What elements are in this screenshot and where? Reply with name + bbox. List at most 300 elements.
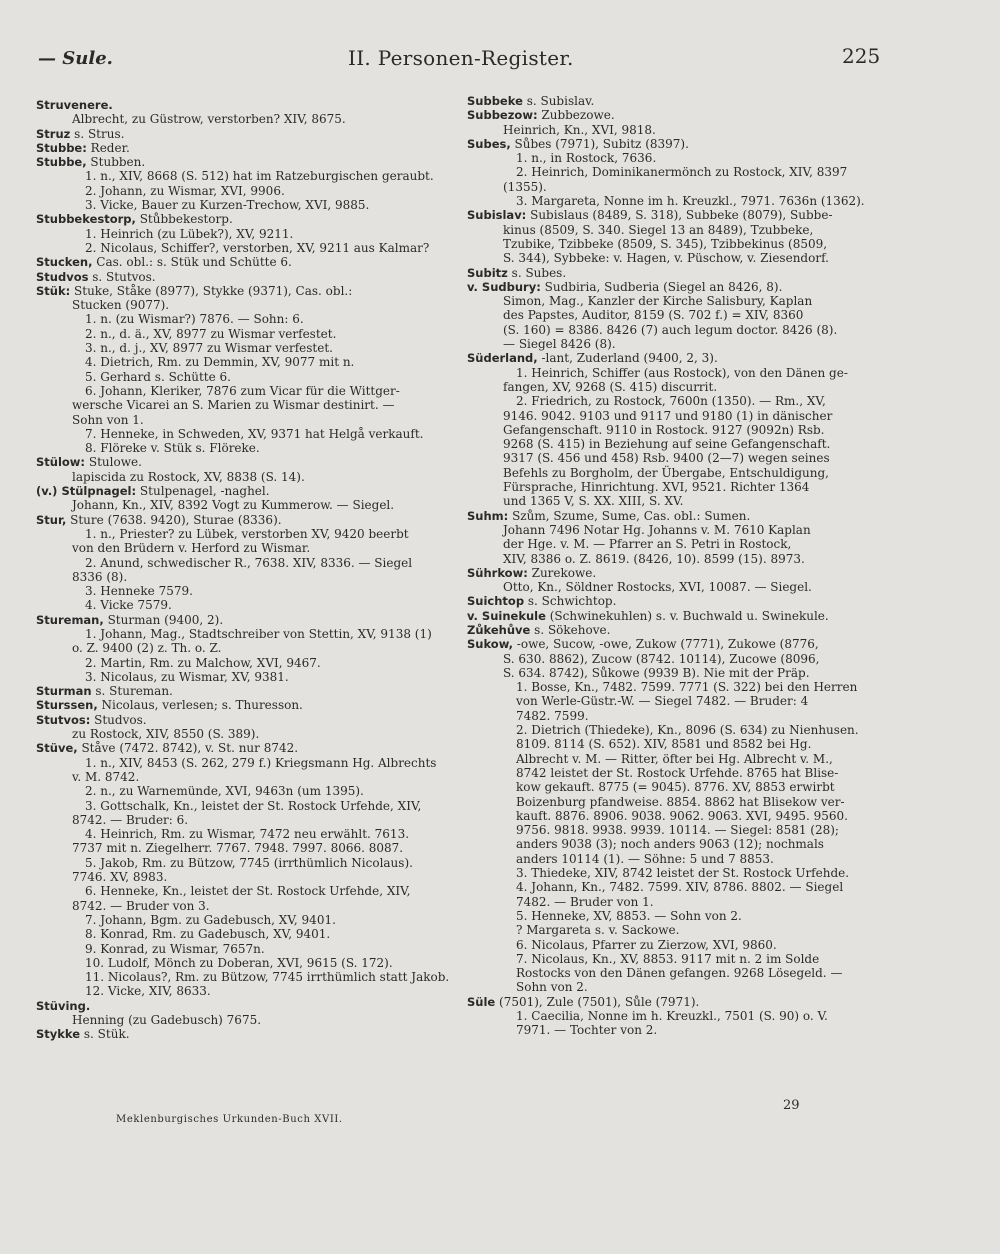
entry-text: wersche Vicarei an S. Marien zu Wismar destinirt. — (72, 398, 395, 413)
entry-line (36, 627, 456, 641)
entry-text: 7971. — Tochter von 2. (516, 1023, 658, 1038)
entry-line (467, 652, 907, 666)
entry-text: 8742 leistet der St. Rostock Urfehde. 8765 hat Blise- (516, 765, 839, 780)
entry-line (36, 713, 456, 727)
entry-line (467, 466, 907, 480)
entry-line (36, 427, 456, 441)
entry-line (36, 441, 456, 455)
entry-line (36, 255, 456, 269)
entry-text: Johann, Kn., XIV, 8392 Vogt zu Kummerow. — Siegel. (72, 498, 395, 513)
entry-line (36, 298, 456, 312)
entry-text: Stubben. (86, 155, 146, 170)
entry-text: 4. Vicke 7579. (85, 598, 172, 613)
entry-line (467, 966, 907, 980)
entry-line (467, 666, 907, 680)
entry-headword: Zůkehůve (467, 622, 531, 637)
entry-line (467, 723, 907, 737)
entry-line (467, 952, 907, 966)
entry-text: Heinrich, Kn., XVI, 9818. (503, 122, 656, 137)
entry-text: 1. Johann, Mag., Stadtschreiber von Stettin, XV, 9138 (1) (85, 626, 432, 641)
entry-line (36, 884, 456, 898)
entry-text: Albrecht v. M. — Ritter, öfter bei Hg. Albrecht v. M., (516, 751, 833, 766)
entry-line (467, 151, 907, 165)
entry-text: Reder. (86, 140, 130, 155)
entry-text: Sture (7638. 9420), Sturae (8336). (66, 512, 282, 527)
entry-text: Johann 7496 Notar Hg. Johanns v. M. 7610 Kaplan (503, 522, 811, 537)
entry-line (467, 1023, 907, 1037)
entry-line (467, 94, 907, 108)
entry-line (36, 241, 456, 255)
entry-text: 1. n., Priester? zu Lübek, verstorben XV, 9420 beerbt (85, 526, 409, 541)
entry-text: 1. Caecilia, Nonne im h. Kreuzkl., 7501 (S. 90) o. V. (516, 1009, 828, 1023)
entry-text: 6. Henneke, Kn., leistet der St. Rostock Urfehde, XIV, (85, 884, 411, 899)
entry-text: 8109. 8114 (S. 652). XIV, 8581 und 8582 bei Hg. (516, 737, 812, 752)
entry-text: 2. Anund, schwedischer R., 7638. XIV, 8336. — Siegel (85, 555, 413, 570)
entry-text: o. Z. 9400 (2) z. Th. o. Z. (72, 641, 222, 656)
entry-text: 2. Heinrich, Dominikanermönch zu Rostock, XIV, 8397 (516, 165, 848, 180)
entry-line (467, 223, 907, 237)
entry-text: Cas. obl.: s. Stük und Schütte 6. (92, 255, 292, 270)
entry-line (36, 613, 456, 627)
entry-headword: Studvos (36, 269, 89, 284)
entry-text: Subislaus (8489, S. 318), Subbeke (8079), Subbe- (526, 208, 833, 223)
entry-text: 3. Thiedeke, XIV, 8742 leistet der St. Rostock Urfehde. (516, 866, 850, 881)
entry-line (467, 108, 907, 122)
entry-headword: Sturman (36, 684, 92, 699)
entry-text: zu Rostock, XIV, 8550 (S. 389). (72, 727, 260, 742)
entry-text: 7737 mit n. Ziegelherr. 7767. 7948. 7997. 8066. 8087. (72, 841, 404, 856)
entry-text: 8. Konrad, Rm. zu Gadebusch, XV, 9401. (85, 927, 331, 942)
entry-text: 1. Heinrich, Schiffer (aus Rostock), von den Dänen ge- (516, 365, 848, 380)
entry-headword: Sturssen, (36, 698, 98, 713)
entry-text: Sturman (9400, 2). (103, 612, 224, 627)
entry-line (467, 680, 907, 694)
entry-line (467, 351, 907, 365)
entry-text: 9. Konrad, zu Wismar, 7657n. (85, 941, 265, 956)
entry-line (36, 756, 456, 770)
entry-text: Sůbes (7971), Subitz (8397). (510, 136, 689, 151)
entry-text: 1. n., in Rostock, 7636. (516, 151, 657, 166)
entry-line (36, 484, 456, 498)
entry-line (467, 637, 907, 651)
entry-text: 1. Heinrich (zu Lübek?), XV, 9211. (85, 226, 294, 241)
entry-text: (7501), Zule (7501), Sůle (7971). (495, 994, 700, 1009)
entry-text: Stůbbekestorp. (135, 212, 233, 227)
entry-text: Otto, Kn., Söldner Rostocks, XVI, 10087. — Siegel. (503, 580, 812, 595)
entry-line (36, 670, 456, 684)
entry-line (36, 212, 456, 226)
entry-text: 3. Nicolaus, zu Wismar, XV, 9381. (85, 669, 289, 684)
entry-text: Sohn von 2. (516, 980, 588, 995)
entry-text: 9268 (S. 415) in Beziehung auf seine Gefangenschaft. (503, 437, 831, 452)
entry-line (36, 169, 456, 183)
entry-text: 11. Nicolaus?, Rm. zu Bützow, 7745 irrthümlich statt Jakob. (85, 970, 450, 985)
entry-line (36, 498, 456, 512)
entry-headword: Subes, (467, 136, 511, 151)
entry-text: 2. n., zu Warnemünde, XVI, 9463n (um 1395). (85, 784, 364, 799)
entry-text: 5. Henneke, XV, 8853. — Sohn von 2. (516, 908, 742, 923)
entry-line (36, 856, 456, 870)
entry-line (467, 237, 907, 251)
entry-text: S. 634. 8742), Sůkowe (9939 B). Nie mit der Präp. (503, 665, 810, 680)
entry-line (36, 984, 456, 998)
entry-line (36, 127, 456, 141)
entry-text: 7. Johann, Bgm. zu Gadebusch, XV, 9401. (85, 912, 336, 927)
entry-headword: Stük: (36, 283, 71, 298)
entry-headword: Stykke (36, 1027, 81, 1042)
entry-text: 5. Gerhard s. Schütte 6. (85, 369, 231, 384)
entry-headword: Stucken, (36, 255, 93, 270)
entry-line (467, 837, 907, 851)
entry-line (467, 480, 907, 494)
entry-line (467, 537, 907, 551)
entry-line (36, 155, 456, 169)
entry-line (467, 208, 907, 222)
running-head-left: — Sule. (38, 48, 113, 69)
entry-line (36, 341, 456, 355)
entry-headword: Süderland, (467, 351, 538, 366)
entry-line (36, 727, 456, 741)
entry-line (467, 780, 907, 794)
entry-headword: (v.) Stülpnagel: (36, 484, 137, 499)
entry-text: (Schwinekuhlen) s. v. Buchwald u. Swinekule. (545, 608, 829, 623)
entry-line (467, 980, 907, 994)
entry-text: Zubbezowe. (537, 108, 615, 123)
entry-line (36, 942, 456, 956)
entry-text: s. Sökehove. (530, 622, 611, 637)
entry-line (36, 413, 456, 427)
entry-line (36, 956, 456, 970)
entry-line (36, 184, 456, 198)
entry-text: und 1365 V, S. XX. XIII, S. XV. (503, 494, 684, 509)
entry-line (36, 870, 456, 884)
entry-text: 7482. 7599. (516, 708, 589, 723)
entry-text: s. Schwichtop. (524, 594, 617, 609)
entry-text: 4. Johann, Kn., 7482. 7599. XIV, 8786. 8802. — Siegel (516, 880, 844, 895)
entry-line (36, 698, 456, 712)
entry-text: 7. Nicolaus, Kn., XV, 8853. 9117 mit n. 2 im Solde (516, 951, 820, 966)
entry-headword: Stubbe, (36, 155, 87, 170)
entry-line (36, 470, 456, 484)
entry-line (467, 809, 907, 823)
entry-headword: Stüving. (36, 998, 91, 1013)
entry-text: Sudbiria, Sudberia (Siegel an 8426, 8). (540, 279, 783, 294)
entry-text: 9146. 9042. 9103 und 9117 und 9180 (1) in dänischer (503, 408, 833, 423)
entry-text: 9317 (S. 456 und 458) Rsb. 9400 (2—7) wegen seines (503, 451, 830, 466)
entry-text: 10. Ludolf, Mönch zu Doberan, XVI, 9615 (S. 172). (85, 955, 393, 970)
entry-text: 2. Martin, Rm. zu Malchow, XVI, 9467. (85, 655, 321, 670)
entry-text: v. M. 8742. (72, 769, 140, 784)
entry-headword: Struz (36, 126, 71, 141)
entry-line (36, 841, 456, 855)
entry-text: 2. Johann, zu Wismar, XVI, 9906. (85, 183, 285, 198)
entry-line (467, 137, 907, 151)
entry-line (36, 513, 456, 527)
entry-line (36, 556, 456, 570)
entry-headword: Subbeke (467, 94, 523, 108)
entry-line (467, 594, 907, 608)
entry-line (467, 294, 907, 308)
entry-text: 1. n. (zu Wismar?) 7876. — Sohn: 6. (85, 312, 304, 327)
entry-line (467, 123, 907, 137)
entry-text: Befehls zu Borgholm, der Übergabe, Entschuldigung, (503, 465, 829, 480)
entry-line (36, 741, 456, 755)
entry-line (467, 580, 907, 594)
entry-line (467, 895, 907, 909)
entry-text: kow gekauft. 8775 (= 9045). 8776. XV, 8853 erwirbt (516, 780, 835, 795)
entry-text: 8742. — Bruder von 3. (72, 898, 210, 913)
entry-line (36, 641, 456, 655)
entry-headword: v. Sudbury: (467, 279, 541, 294)
entry-text: Stulowe. (85, 455, 142, 470)
entry-line (36, 327, 456, 341)
entry-line (467, 766, 907, 780)
entry-text: Gefangenschaft. 9110 in Rostock. 9127 (9092n) Rsb. (503, 422, 825, 437)
entry-text: Tzubike, Tzibbeke (8509, S. 345), Tzibbekinus (8509, (503, 236, 828, 251)
entry-text: 1. n., XIV, 8453 (S. 262, 279 f.) Kriegsmann Hg. Albrechts (85, 755, 437, 770)
entry-text: 3. Gottschalk, Kn., leistet der St. Rostock Urfehde, XIV, (85, 798, 422, 813)
page-number: 225 (842, 44, 881, 68)
entry-line (36, 284, 456, 298)
entry-text: 8742. — Bruder: 6. (72, 812, 189, 827)
entry-line (467, 180, 907, 194)
entry-line (36, 684, 456, 698)
entry-headword: Subitz (467, 265, 508, 280)
entry-line (467, 823, 907, 837)
entry-line (36, 970, 456, 984)
entry-line (467, 552, 907, 566)
entry-text: Ståve (7472. 8742), v. St. nur 8742. (77, 741, 299, 756)
entry-text: anders 9038 (3); noch anders 9063 (12); nochmals (516, 837, 824, 852)
entry-text: des Papstes, Auditor, 8159 (S. 702 f.) = XIV, 8360 (503, 308, 804, 323)
entry-headword: Stutvos: (36, 712, 91, 727)
entry-line (467, 251, 907, 265)
entry-text: -lant, Zuderland (9400, 2, 3). (537, 351, 718, 366)
entry-line (36, 784, 456, 798)
entry-text: Stulpenagel, -naghel. (136, 484, 270, 499)
entry-text: Albrecht, zu Güstrow, verstorben? XIV, 8675. (72, 112, 346, 127)
entry-text: von Werle-Güstr.-W. — Siegel 7482. — Bruder: 4 (516, 694, 809, 709)
entry-text: 2. Friedrich, zu Rostock, 7600n (1350). — Rm., XV, (516, 394, 826, 409)
entry-text: S. 630. 8862), Zucow (8742. 10114), Zucowe (8096, (503, 651, 820, 666)
entry-line (467, 566, 907, 580)
entry-text: 7746. XV, 8983. (72, 870, 168, 885)
entry-line (36, 527, 456, 541)
entry-line (36, 370, 456, 384)
entry-text: S. 344), Sybbeke: v. Hagen, v. Püschow, v. Ziesendorf. (503, 251, 829, 266)
entry-text: Nicolaus, verlesen; s. Thuresson. (97, 698, 303, 713)
right-column (467, 94, 907, 1038)
entry-line (467, 437, 907, 451)
entry-text: 4. Dietrich, Rm. zu Demmin, XV, 9077 mit n. (85, 355, 355, 370)
entry-text: s. Subes. (507, 265, 567, 280)
entry-text: 12. Vicke, XIV, 8633. (85, 984, 211, 999)
entry-text: (1355). (503, 179, 547, 194)
entry-text: 9756. 9818. 9938. 9939. 10114. — Siegel: 8581 (28); (516, 823, 839, 838)
entry-line (467, 609, 907, 623)
entry-line (36, 927, 456, 941)
entry-line (36, 270, 456, 284)
entry-text: 5. Jakob, Rm. zu Bützow, 7745 (irrthümlich Nicolaus). (85, 855, 413, 870)
entry-text: 3. n., d. j., XV, 8977 zu Wismar verfestet. (85, 341, 333, 356)
entry-line (467, 494, 907, 508)
entry-headword: Stülow: (36, 455, 86, 470)
entry-line (467, 394, 907, 408)
entry-line (467, 1009, 907, 1023)
entry-line (467, 709, 907, 723)
entry-text: Studvos. (90, 712, 147, 727)
entry-line (467, 165, 907, 179)
entry-text: s. Subislav. (522, 94, 595, 108)
left-column (36, 98, 456, 1042)
entry-text: 7482. — Bruder von 1. (516, 894, 654, 909)
entry-text: 3. Henneke 7579. (85, 584, 193, 599)
entry-headword: Süle (467, 994, 496, 1009)
entry-text: fangen, XV, 9268 (S. 415) discurrit. (503, 379, 718, 394)
entry-text: — Siegel 8426 (8). (503, 337, 616, 352)
entry-line (467, 923, 907, 937)
entry-line (467, 194, 907, 208)
entry-text: Simon, Mag., Kanzler der Kirche Salisbury, Kaplan (503, 294, 813, 309)
entry-text: der Hge. v. M. — Pfarrer an S. Petri in Rostock, (503, 537, 792, 552)
entry-line (36, 355, 456, 369)
entry-text: (S. 160) = 8386. 8426 (7) auch legum doctor. 8426 (8). (503, 322, 838, 337)
entry-line (36, 570, 456, 584)
entry-line (36, 384, 456, 398)
entry-headword: Subislav: (467, 208, 527, 223)
entry-text: Zurekowe. (527, 565, 597, 580)
entry-line (467, 866, 907, 880)
entry-line (467, 795, 907, 809)
entry-text: Szům, Szume, Sume, Cas. obl.: Sumen. (508, 508, 751, 523)
entry-text: Fürsprache, Hinrichtung. XVI, 9521. Richter 1364 (503, 480, 810, 495)
entry-line (467, 280, 907, 294)
entry-line (467, 509, 907, 523)
entry-text: Stuke, Ståke (8977), Stykke (9371), Cas. obl.: (70, 283, 353, 298)
entry-text: 3. Margareta, Nonne im h. Kreuzkl., 7971. 7636n (1362). (516, 194, 865, 209)
entry-text: 8. Flöreke v. Stük s. Flöreke. (85, 441, 260, 456)
entry-line (36, 541, 456, 555)
footer-title: Meklenburgisches Urkunden-Buch XVII. (116, 1114, 343, 1125)
entry-line (36, 584, 456, 598)
entry-text: Sohn von 1. (72, 412, 144, 427)
page-title: II. Personen-Register. (348, 46, 574, 70)
entry-text: Rostocks von den Dänen gefangen. 9268 Lösegeld. — (516, 966, 843, 981)
entry-headword: Stureman, (36, 612, 104, 627)
entry-line (36, 913, 456, 927)
entry-line (36, 455, 456, 469)
entry-headword: Stubbe: (36, 140, 87, 155)
entry-line (36, 112, 456, 126)
entry-text: Boizenburg pfandweise. 8854. 8862 hat Blisekow ver- (516, 794, 845, 809)
entry-line (467, 423, 907, 437)
entry-text: 7. Henneke, in Schweden, XV, 9371 hat Helgå verkauft. (85, 426, 424, 441)
entry-text: XIV, 8386 o. Z. 8619. (8426, 10). 8599 (15). 8973. (503, 551, 805, 566)
entry-line (467, 880, 907, 894)
entry-headword: Stur, (36, 512, 67, 527)
entry-line (36, 227, 456, 241)
entry-line (36, 98, 456, 112)
entry-line (467, 308, 907, 322)
entry-line (467, 409, 907, 423)
entry-headword: Stubbekestorp, (36, 212, 136, 227)
entry-text: s. Stük. (80, 1027, 130, 1042)
entry-line (467, 995, 907, 1009)
entry-text: 1. n., XIV, 8668 (S. 512) hat im Ratzeburgischen geraubt. (85, 169, 434, 184)
entry-text: 2. Nicolaus, Schiffer?, verstorben, XV, 9211 aus Kalmar? (85, 240, 430, 255)
entry-text: 6. Johann, Kleriker, 7876 zum Vicar für die Wittger- (85, 383, 400, 398)
entry-text: -owe, Sucow, -owe, Zukow (7771), Zukowe (8776, (512, 637, 819, 652)
entry-line (36, 398, 456, 412)
entry-text: kinus (8509, S. 340. Siegel 13 an 8489), Tzubbeke, (503, 222, 814, 237)
entry-text: Stucken (9077). (72, 298, 170, 313)
entry-line (467, 852, 907, 866)
entry-line (467, 380, 907, 394)
entry-headword: Stüve, (36, 741, 78, 756)
entry-line (467, 337, 907, 351)
entry-text: kauft. 8876. 8906. 9038. 9062. 9063. XVI, 9495. 9560. (516, 808, 848, 823)
entry-line (36, 1013, 456, 1027)
entry-headword: Sührkow: (467, 565, 528, 580)
signature-number: 29 (783, 1098, 800, 1113)
entry-line (36, 813, 456, 827)
entry-line (36, 799, 456, 813)
entry-line (467, 366, 907, 380)
entry-headword: v. Suinekule (467, 608, 546, 623)
entry-line (467, 909, 907, 923)
entry-line (36, 899, 456, 913)
entry-text: Henning (zu Gadebusch) 7675. (72, 1013, 262, 1027)
entry-line (467, 623, 907, 637)
entry-text: 3. Vicke, Bauer zu Kurzen-Trechow, XVI, 9885. (85, 198, 370, 213)
entry-text: s. Stutvos. (88, 269, 156, 284)
entry-line (36, 141, 456, 155)
entry-line (36, 312, 456, 326)
entry-text: 2. n., d. ä., XV, 8977 zu Wismar verfestet. (85, 326, 337, 341)
entry-text: von den Brüdern v. Herford zu Wismar. (72, 541, 311, 556)
entry-line (36, 827, 456, 841)
entry-line (467, 752, 907, 766)
entry-line (36, 656, 456, 670)
entry-headword: Subbezow: (467, 108, 538, 123)
entry-line (467, 523, 907, 537)
entry-headword: Sukow, (467, 637, 513, 652)
entry-line (467, 323, 907, 337)
entry-headword: Suhm: (467, 508, 509, 523)
entry-line (36, 198, 456, 212)
entry-line (36, 598, 456, 612)
entry-text: lapiscida zu Rostock, XV, 8838 (S. 14). (72, 469, 305, 484)
entry-line (36, 770, 456, 784)
entry-line (467, 266, 907, 280)
entry-line (36, 1027, 456, 1041)
entry-headword: Struvenere. (36, 98, 113, 112)
entry-text: 2. Dietrich (Thiedeke), Kn., 8096 (S. 634) zu Nienhusen. (516, 723, 859, 738)
entry-text: 1. Bosse, Kn., 7482. 7599. 7771 (S. 322) bei den Herren (516, 680, 858, 695)
entry-text: s. Strus. (70, 126, 125, 141)
entry-line (36, 999, 456, 1013)
entry-text: anders 10114 (1). — Söhne: 5 und 7 8853. (516, 851, 774, 866)
entry-text: s. Stureman. (91, 684, 173, 699)
entry-text: ? Margareta s. v. Sackowe. (516, 923, 680, 938)
entry-headword: Suichtop (467, 594, 525, 609)
entry-line (467, 451, 907, 465)
entry-text: 4. Heinrich, Rm. zu Wismar, 7472 neu erwählt. 7613. (85, 827, 410, 842)
entry-line (467, 938, 907, 952)
entry-text: 8336 (8). (72, 569, 128, 584)
entry-line (467, 737, 907, 751)
entry-line (467, 694, 907, 708)
